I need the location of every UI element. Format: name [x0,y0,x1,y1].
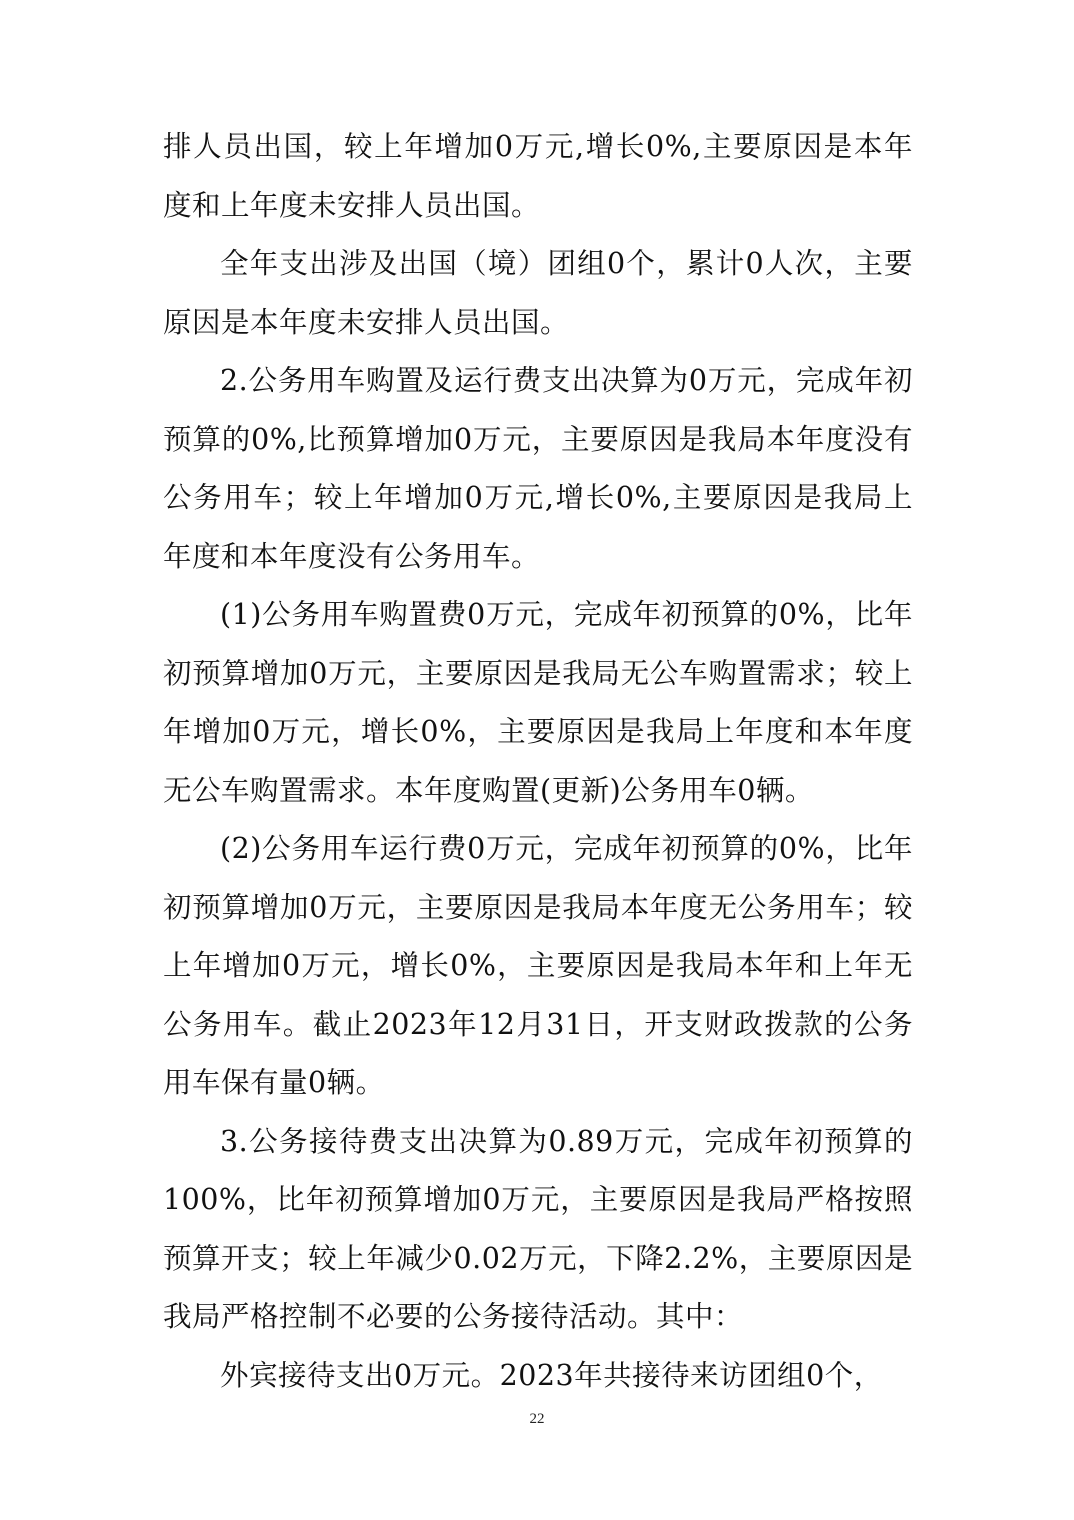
paragraph-foreign-guest: 外宾接待支出0万元。2023年共接待来访团组0个， [220,1358,883,1392]
paragraph-reception-expense: 3.公务接待费支出决算为0.89万元，完成年初预算的100%，比年初预算增加0万元，主要原因是我局严格按照预算开支；较上年减少0.02万元，下降2.2%，主要原因是我局严格控制不必要的公务接待活动。其中： [163,1124,913,1333]
paragraph-vehicle-purchase: (1)公务用车购置费0万元，完成年初预算的0%，比年初预算增加0万元，主要原因是我局无公车购置需求；较上年增加0万元，增长0%，主要原因是我局上年度和本年度无公车购置需求。本年度购置(更新)公务用车0辆。 [163,598,913,807]
paragraph-vehicle-expense: 2.公务用车购置及运行费支出决算为0万元，完成年初预算的0%,比预算增加0万元，主要原因是我局本年度没有公务用车；较上年增加0万元,增长0%,主要原因是我局上年度和本年度没有公务用车。 [163,364,913,573]
paragraph-overseas-continued: 排人员出国，较上年增加0万元,增长0%,主要原因是本年度和上年度未安排人员出国。 [163,130,913,222]
paragraph-overseas-groups: 全年支出涉及出国（境）团组0个，累计0人次，主要原因是本年度未安排人员出国。 [163,247,913,339]
page-number: 22 [529,1411,545,1427]
paragraph-vehicle-operation: (2)公务用车运行费0万元，完成年初预算的0%，比年初预算增加0万元，主要原因是我局本年度无公务用车；较上年增加0万元，增长0%，主要原因是我局本年和上年无公务用车。截止2023年12月31日，开支财政拨款的公务用车保有量0辆。 [163,832,913,1099]
body-text [163,118,913,1405]
